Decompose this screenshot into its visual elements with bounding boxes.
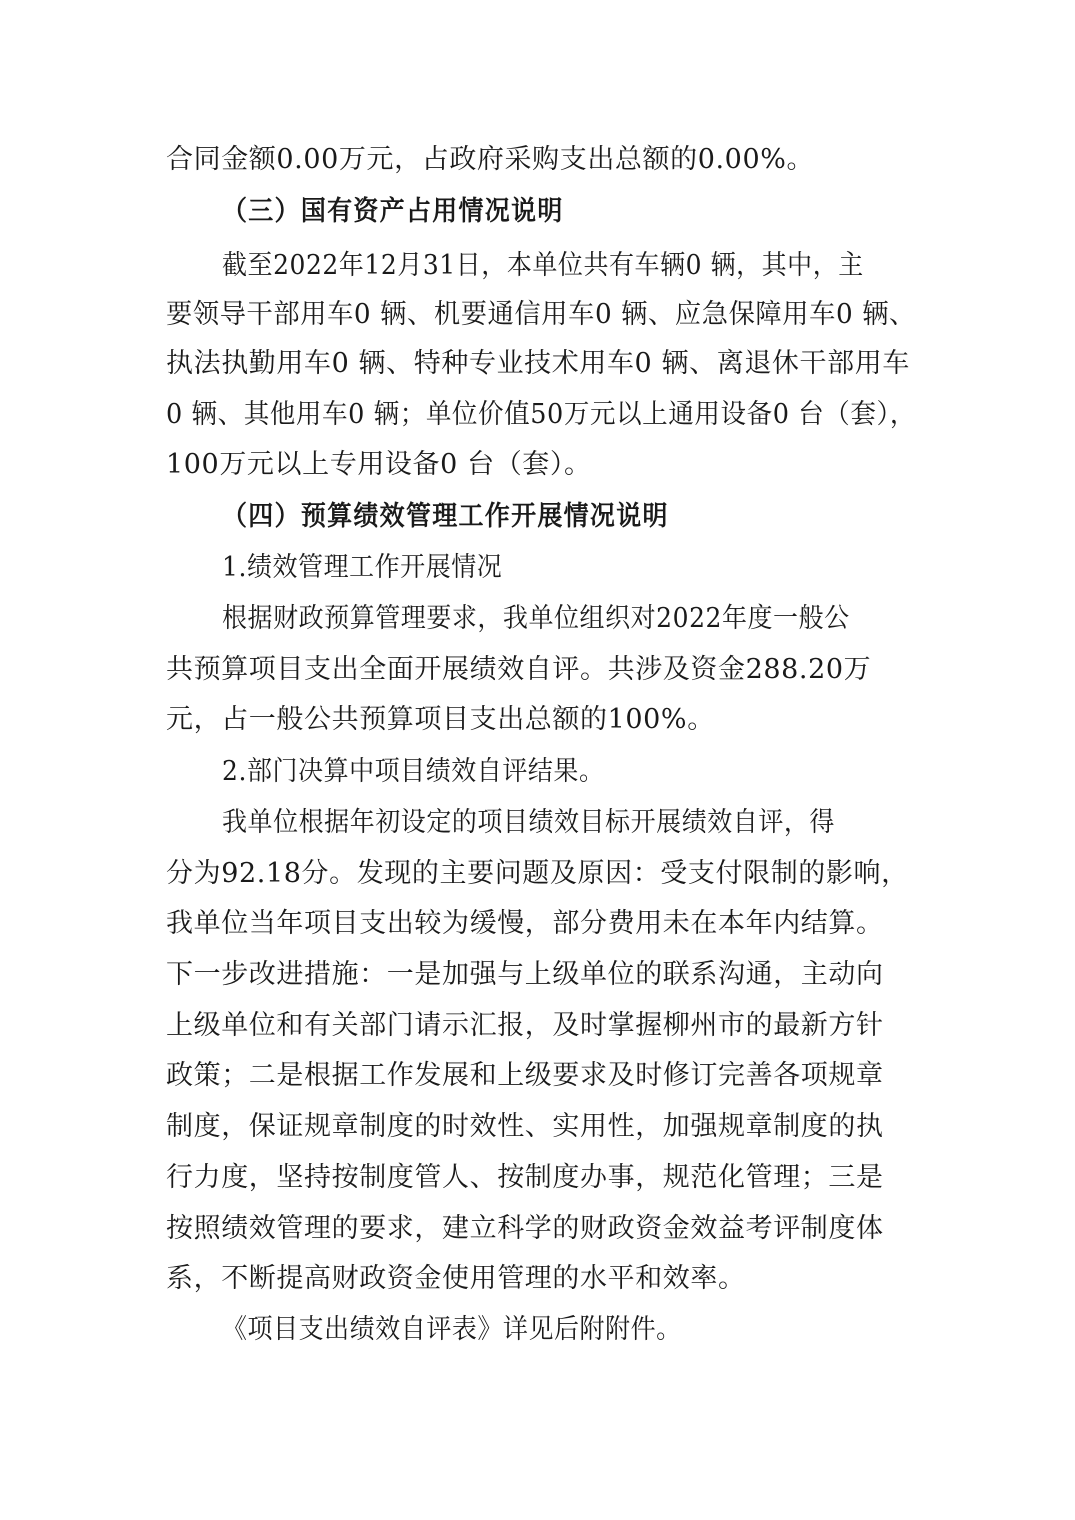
text-line: 共预算项目支出全面开展绩效自评。共涉及资金288.20万 (166, 654, 872, 685)
text-line: 系，不断提高财政资金使用管理的水平和效率。 (166, 1263, 746, 1294)
text-line: 按照绩效管理的要求，建立科学的财政资金效益考评制度体 (166, 1213, 884, 1244)
text-line: 行力度，坚持按制度管人、按制度办事，规范化管理；三是 (166, 1162, 884, 1193)
text-line: 下一步改进措施：一是加强与上级单位的联系沟通，主动向 (166, 959, 884, 990)
section-heading-3: （三）国有资产占用情况说明 (222, 196, 564, 227)
subheading-1: 1.绩效管理工作开展情况 (222, 552, 503, 583)
text-line: 0 辆、其他用车0 辆；单位价值50万元以上通用设备0 台（套）， (166, 399, 916, 430)
text-line: 要领导干部用车0 辆、机要通信用车0 辆、应急保障用车0 辆、 (166, 299, 916, 330)
text-line: 合同金额0.00万元，占政府采购支出总额的0.00%。 (166, 144, 815, 175)
attachment-note: 《项目支出绩效自评表》详见后附附件。 (222, 1314, 682, 1345)
text-line: 截至2022年12月31日，本单位共有车辆0 辆，其中，主 (222, 250, 864, 281)
text-line: 根据财政预算管理要求，我单位组织对2022年度一般公 (222, 603, 850, 634)
text-line: 执法执勤用车0 辆、特种专业技术用车0 辆、离退休干部用车 (166, 348, 910, 379)
text-line: 我单位根据年初设定的项目绩效目标开展绩效自评，得 (222, 807, 835, 838)
section-heading-4: （四）预算绩效管理工作开展情况说明 (222, 501, 669, 532)
text-line: 我单位当年项目支出较为缓慢，部分费用未在本年内结算。 (166, 908, 884, 939)
subheading-2: 2.部门决算中项目绩效自评结果。 (222, 756, 605, 787)
text-line: 上级单位和有关部门请示汇报，及时掌握柳州市的最新方针 (166, 1010, 884, 1041)
text-line: 政策；二是根据工作发展和上级要求及时修订完善各项规章 (166, 1060, 884, 1091)
text-line: 100万元以上专用设备0 台（套）。 (166, 449, 592, 480)
text-line: 制度，保证规章制度的时效性、实用性，加强规章制度的执 (166, 1111, 884, 1142)
text-line: 分为92.18分。发现的主要问题及原因：受支付限制的影响， (166, 858, 909, 889)
text-line: 元，占一般公共预算项目支出总额的100%。 (166, 704, 715, 735)
